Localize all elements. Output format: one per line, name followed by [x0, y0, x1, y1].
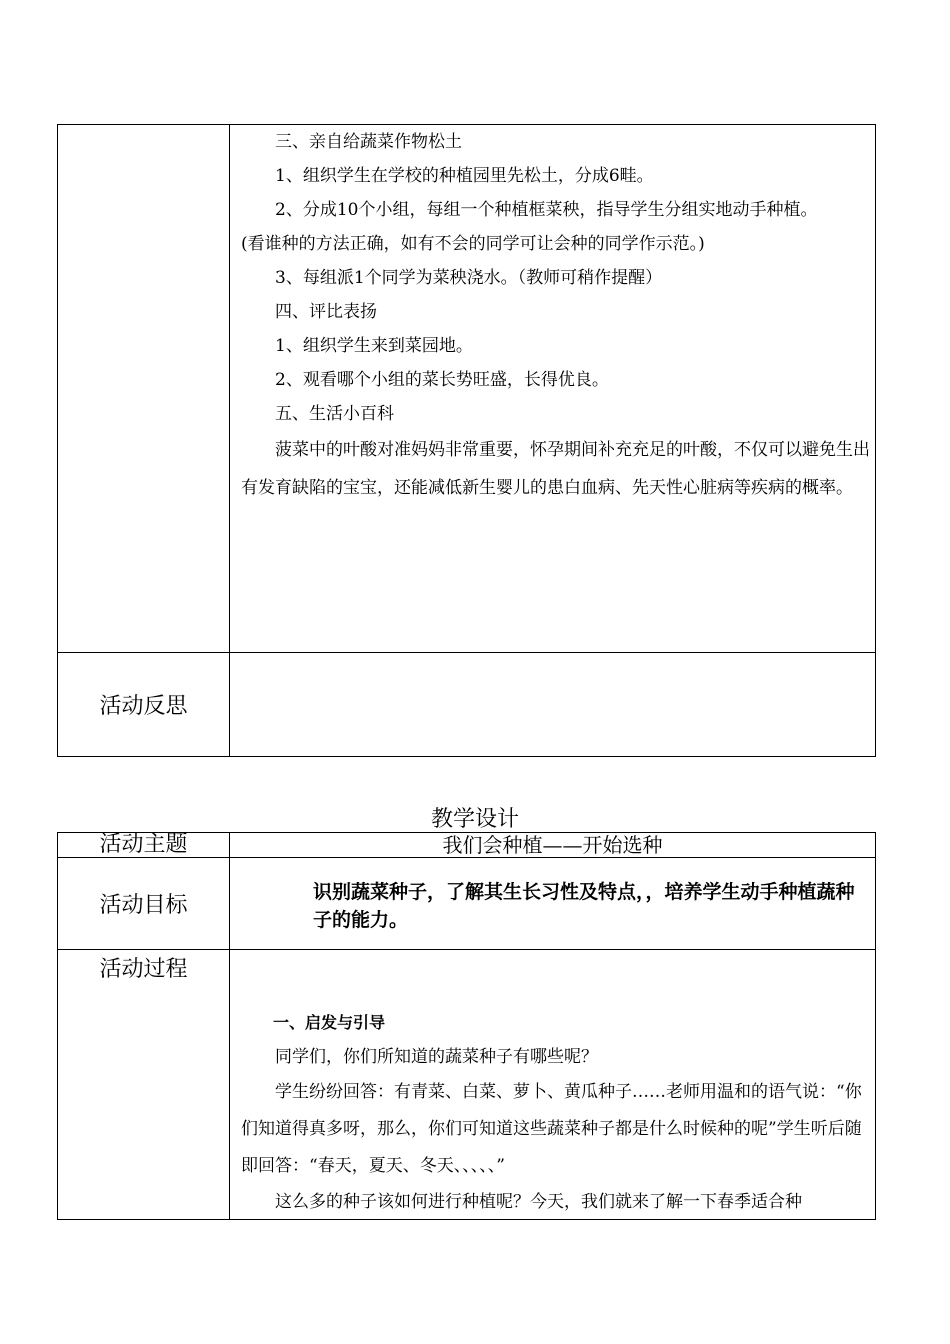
teaching-design-table — [57, 832, 876, 1220]
section-title: 教学设计 — [430, 807, 519, 832]
theme-value: 我们会种植——开始选种 — [230, 833, 876, 858]
content-line: 五、生活小百科 — [275, 404, 394, 424]
content-line: 四、评比表扬 — [275, 302, 377, 322]
goal-label: 活动目标 — [58, 858, 230, 950]
content-line: 1、组织学生在学校的种植园里先松土，分成6畦。 — [275, 166, 654, 186]
theme-label: 活动主题 — [58, 833, 230, 858]
top-activity-table — [57, 124, 876, 757]
process-label: 活动过程 — [58, 950, 230, 1220]
content-line: 1、组织学生来到菜园地。 — [275, 336, 473, 356]
process-cell — [230, 950, 876, 1220]
reflection-label: 活动反思 — [58, 653, 230, 757]
reflection-value — [230, 653, 876, 757]
process-heading: 一、启发与引导 — [273, 1013, 386, 1032]
goal-value: 识别蔬菜种子，了解其生长习性及特点，，培养学生动手种植蔬种子的能力。 — [313, 881, 855, 931]
process-paragraph: 同学们，你们所知道的蔬菜种子有哪些呢？ — [275, 1047, 598, 1067]
goal-cell — [230, 858, 876, 950]
content-line: (看谁种的方法正确，如有不会的同学可让会种的同学作示范。) — [241, 234, 705, 254]
science-paragraph: 菠菜中的叶酸对准妈妈非常重要，怀孕期间补充充足的叶酸，不仅可以避免生出有发育缺陷的宝宝，还能减低新生婴儿的患白血病、先天性心脏病等疾病的概率。 — [241, 440, 870, 498]
content-line: 3、每组派1个同学为菜秧浇水。（教师可稍作提醒） — [275, 268, 663, 288]
activity-content-cell — [230, 125, 876, 653]
process-paragraph: 这么多的种子该如何进行种植呢？今天，我们就来了解一下春季适合种 — [275, 1192, 802, 1212]
content-line: 2、观看哪个小组的菜长势旺盛，长得优良。 — [275, 370, 609, 390]
content-line: 三、亲自给蔬菜作物松土 — [275, 132, 462, 152]
empty-label-cell — [58, 125, 230, 653]
content-line: 2、分成10个小组，每组一个种植框菜秧，指导学生分组实地动手种植。 — [275, 200, 818, 220]
process-paragraph: 学生纷纷回答：有青菜、白菜、萝卜、黄瓜种子……老师用温和的语气说：“你们知道得真多呀，那么，你们可知道这些蔬菜种子都是什么时候种的呢”学生听后随即回答：“春天，夏天、冬天、、、、、” — [241, 1082, 862, 1176]
